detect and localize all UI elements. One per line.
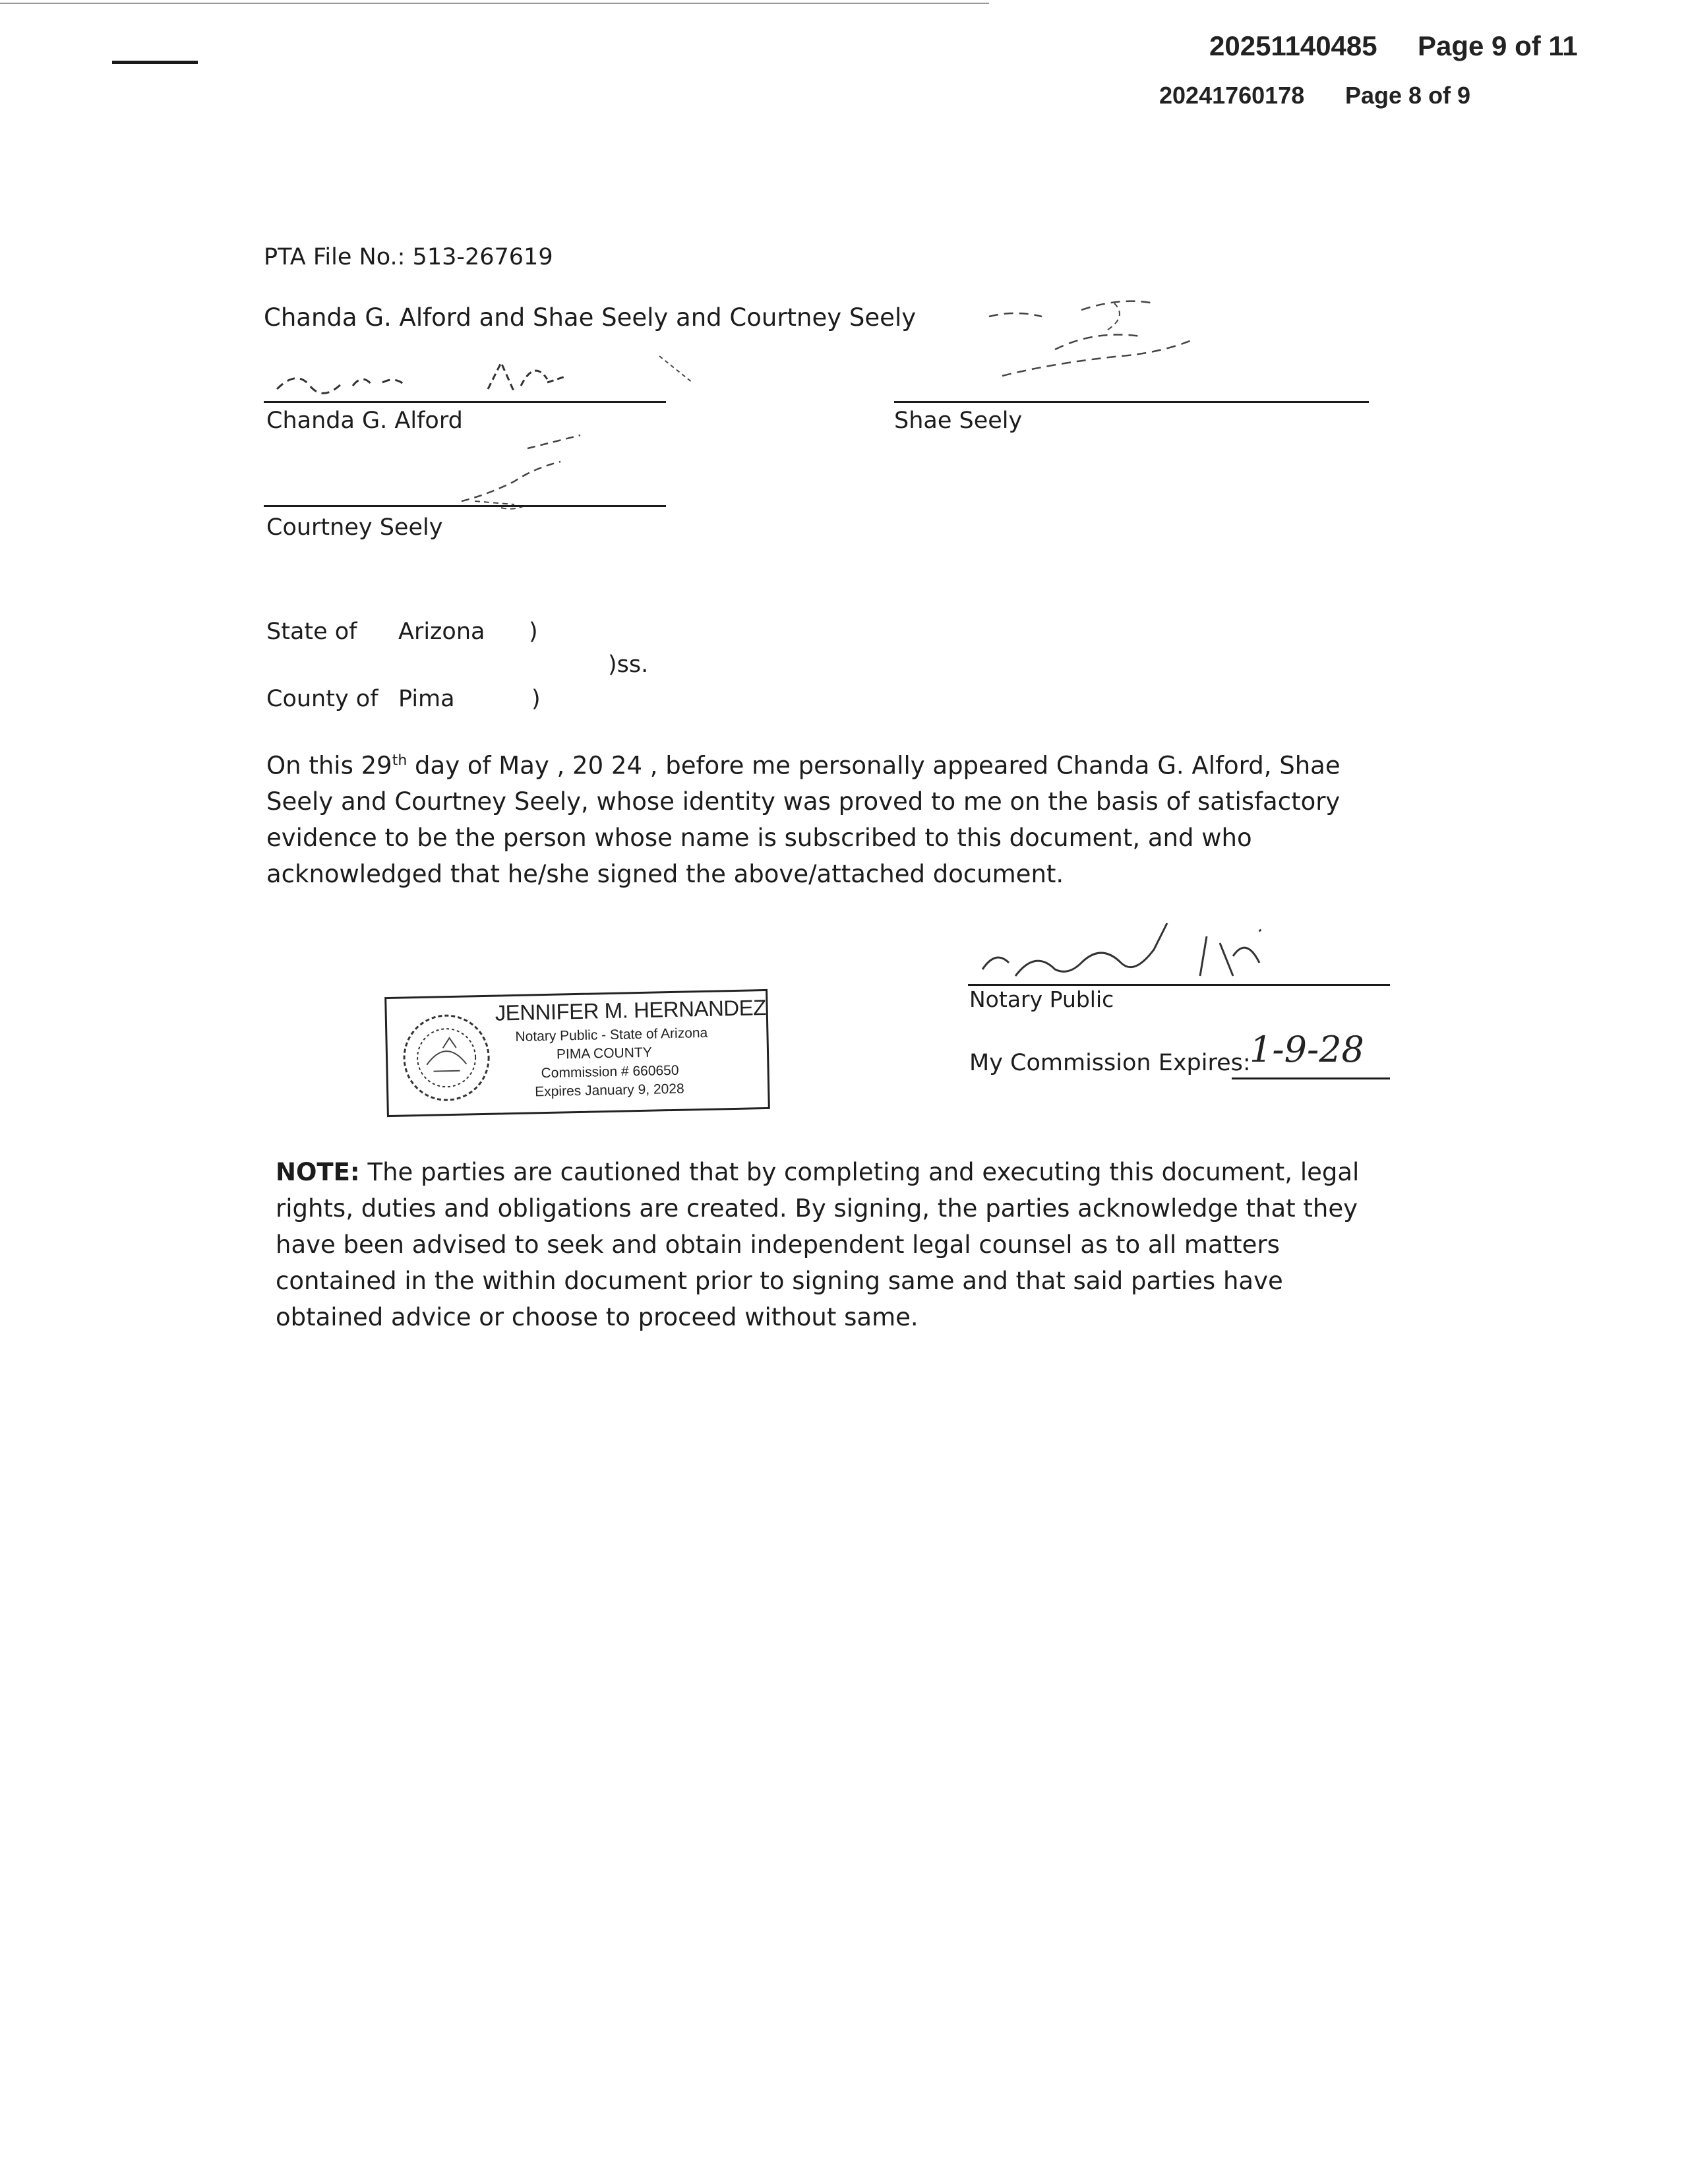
recording-number: 20251140485 (1209, 30, 1377, 61)
page-label: Page 9 of 11 (1418, 30, 1578, 61)
notary-signature-line (968, 984, 1390, 986)
courtney-signature (422, 435, 712, 534)
seal-line3: Commission # 660650 (541, 1062, 679, 1081)
file-number: PTA File No.: 513-267619 (264, 244, 553, 270)
state-seal-icon (396, 1008, 497, 1108)
county-label: County of (266, 686, 378, 712)
state-value: Arizona (398, 619, 485, 645)
notary-public-label: Notary Public (969, 986, 1114, 1012)
notary-seal-stamp (384, 989, 770, 1117)
prior-recording-number: 20241760178 (1159, 82, 1305, 109)
acknowledgment-paragraph (266, 743, 1401, 892)
county-value: Pima (398, 686, 455, 712)
courtney-name-label: Courtney Seely (266, 514, 443, 541)
commission-expires-line (1232, 1077, 1390, 1079)
ack-part2: day of May , 20 24 , before me personally appeared Chanda G. Alford, Shae Seely and Courtney Seely, whose identity was proved to me on the basis of satisfactory evidence to be the person whose name is subscribed to this document, and who acknowledged that he/she signed the above/attached document. (266, 751, 1341, 889)
ss-marker: )ss. (608, 652, 649, 678)
seal-line1: Notary Public - State of Arizona (515, 1025, 708, 1045)
note-label: NOTE: (276, 1158, 360, 1186)
grantors-line: Chanda G. Alford and Shae Seely and Courtney Seely (264, 303, 917, 332)
alford-name-label: Chanda G. Alford (266, 408, 463, 434)
scan-mark (112, 61, 198, 64)
alford-signature-line (264, 401, 666, 403)
state-paren: ) (529, 619, 538, 645)
seal-line4: Expires January 9, 2028 (534, 1081, 684, 1100)
county-paren: ) (531, 686, 541, 712)
seal-line2: PIMA COUNTY (556, 1045, 652, 1062)
seal-notary-name: JENNIFER M. HERNANDEZ (495, 994, 767, 1025)
shae-signature-line (894, 401, 1369, 403)
scan-top-edge (0, 3, 989, 4)
ack-sup: th (392, 752, 407, 769)
shae-signature (976, 290, 1253, 409)
commission-expires-value: 1-9-28 (1250, 1029, 1364, 1070)
prior-page-label: Page 8 of 9 (1345, 82, 1471, 109)
note-paragraph (276, 1154, 1397, 1335)
commission-expires-label: My Commission Expires: (969, 1050, 1251, 1076)
courtney-signature-line (264, 505, 666, 507)
shae-name-label: Shae Seely (894, 408, 1023, 434)
note-text: The parties are cautioned that by completing and executing this document, legal rights, duties and obligations are created. By signing, the parties acknowledge that they have been advised to seek and obtain independent legal counsel as to all matters contained in the within document prior to signing same and that said parties have obtained advice or choose to proceed without same. (276, 1158, 1360, 1331)
state-label: State of (266, 619, 357, 645)
ack-part1: On this 29 (266, 751, 392, 780)
